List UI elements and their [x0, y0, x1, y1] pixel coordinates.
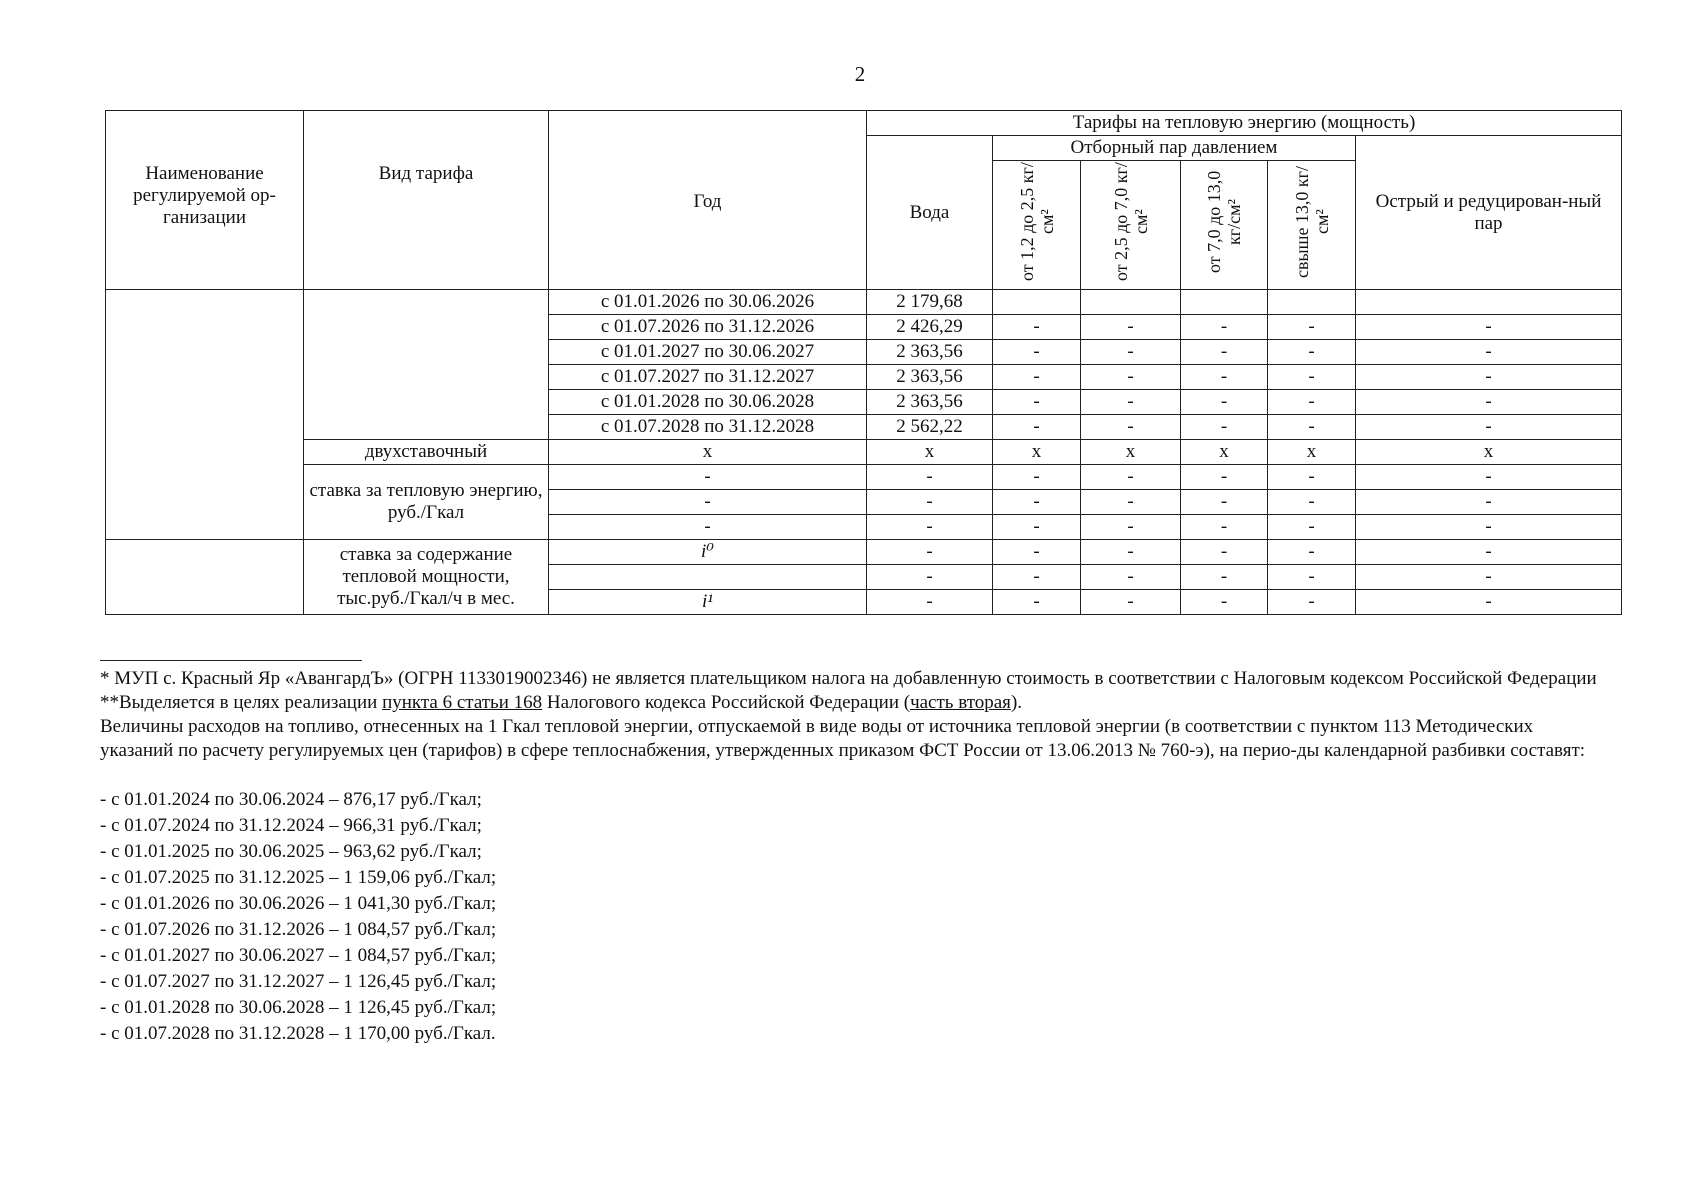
x-cell: x	[1356, 440, 1622, 465]
steam-1-cell: -	[993, 340, 1081, 365]
org-name-cell	[106, 290, 304, 540]
link-part-two[interactable]: часть вторая	[910, 692, 1011, 713]
list-item: - с 01.07.2025 по 31.12.2025 – 1 159,06 руб./Гкал;	[100, 867, 497, 888]
dash-cell: -	[1081, 540, 1181, 565]
fuel-costs-text: Величины расходов на топливо, отнесенных на 1 Гкал тепловой энергии, отпускаемой в виде воды от источника тепловой энергии (в соответствии с пунктом 113 Методических указаний по расчету регулируемых цен (тарифов) в сфере теплоснабжения, утвержденных приказом ФСТ России от 13.06.2013 № 760-э), на перио-ды календарной разбивки составят:	[100, 716, 1586, 761]
steam-3-cell: -	[1181, 390, 1268, 415]
steam-2-cell: -	[1081, 390, 1181, 415]
dash-cell: -	[1268, 590, 1356, 615]
sharp-steam-cell	[1356, 290, 1622, 315]
dash-cell: -	[1268, 515, 1356, 540]
period-cell: с 01.01.2027 по 30.06.2027	[549, 340, 867, 365]
water-cell: 2 179,68	[867, 290, 993, 315]
fuel-costs-list	[100, 787, 1600, 1047]
water-cell: 2 363,56	[867, 340, 993, 365]
header-tariff-type: Вид тарифа	[304, 111, 549, 290]
dash-cell: -	[1356, 490, 1622, 515]
header-tariffs-group: Тарифы на тепловую энергию (мощность)	[867, 111, 1622, 136]
footnotes	[100, 660, 1600, 1047]
period-cell: с 01.07.2028 по 31.12.2028	[549, 415, 867, 440]
index-cell: i⁰	[549, 540, 867, 565]
list-item: - с 01.01.2025 по 30.06.2025 – 963,62 руб./Гкал;	[100, 841, 482, 862]
dash-cell: -	[549, 465, 867, 490]
dash-cell: -	[1081, 490, 1181, 515]
dash-cell: -	[549, 490, 867, 515]
list-item: - с 01.01.2024 по 30.06.2024 – 876,17 руб./Гкал;	[100, 789, 482, 810]
link-article-168[interactable]: пункта 6 статьи 168	[382, 692, 543, 713]
sharp-steam-cell: -	[1356, 415, 1622, 440]
steam-1-cell	[993, 290, 1081, 315]
dash-cell: -	[1081, 515, 1181, 540]
dash-cell: -	[1081, 565, 1181, 590]
page-number: 2	[854, 62, 866, 86]
tariff-type-cell	[304, 290, 549, 440]
x-cell: x	[867, 440, 993, 465]
steam-3-cell: -	[1181, 415, 1268, 440]
water-cell: 2 426,29	[867, 315, 993, 340]
dash-cell: -	[1356, 590, 1622, 615]
steam-2-cell: -	[1081, 415, 1181, 440]
steam-1-cell: -	[993, 365, 1081, 390]
header-org-name: Наименование регулируемой ор-ганизации	[106, 111, 304, 290]
dash-cell: -	[1081, 590, 1181, 615]
steam-4-cell: -	[1268, 390, 1356, 415]
x-cell: x	[1081, 440, 1181, 465]
header-water: Вода	[867, 136, 993, 290]
footnote-rule	[100, 660, 362, 661]
steam-2-cell	[1081, 290, 1181, 315]
steam-3-cell: -	[1181, 315, 1268, 340]
dash-cell: -	[1268, 565, 1356, 590]
header-steam-4: свыше 13,0 кг/см²	[1268, 161, 1356, 290]
steam-4-cell: -	[1268, 315, 1356, 340]
sharp-steam-cell: -	[1356, 365, 1622, 390]
period-cell: с 01.07.2027 по 31.12.2027	[549, 365, 867, 390]
dash-cell: -	[867, 565, 993, 590]
steam-2-cell: -	[1081, 315, 1181, 340]
x-cell: x	[549, 440, 867, 465]
dash-cell: -	[1181, 490, 1268, 515]
dash-cell: -	[993, 465, 1081, 490]
dash-cell: -	[867, 465, 993, 490]
list-item: - с 01.01.2027 по 30.06.2027 – 1 084,57 руб./Гкал;	[100, 945, 497, 966]
steam-2-cell: -	[1081, 340, 1181, 365]
index-cell: i¹	[549, 590, 867, 615]
header-steam-1: от 1,2 до 2,5 кг/см²	[993, 161, 1081, 290]
steam-3-cell: -	[1181, 365, 1268, 390]
x-cell: x	[993, 440, 1081, 465]
dash-cell: -	[993, 540, 1081, 565]
dash-cell: -	[1268, 490, 1356, 515]
list-item: - с 01.01.2026 по 30.06.2026 – 1 041,30 руб./Гкал;	[100, 893, 497, 914]
dash-cell: -	[1356, 540, 1622, 565]
dash-cell: -	[1181, 565, 1268, 590]
two-rate-label: двухставочный	[304, 440, 549, 465]
x-cell: x	[1268, 440, 1356, 465]
list-item: - с 01.01.2028 по 30.06.2028 – 1 126,45 руб./Гкал;	[100, 997, 497, 1018]
footnote-allocation: **Выделяется в целях реализации пункта 6 статьи 168 Налогового кодекса Российской Федерации (часть вторая).	[100, 692, 1023, 713]
dash-cell: -	[1356, 565, 1622, 590]
sharp-steam-cell: -	[1356, 315, 1622, 340]
period-cell: с 01.07.2026 по 31.12.2026	[549, 315, 867, 340]
table-row	[106, 290, 1622, 315]
list-item: - с 01.07.2028 по 31.12.2028 – 1 170,00 руб./Гкал.	[100, 1023, 496, 1044]
dash-cell: -	[993, 490, 1081, 515]
sharp-steam-cell: -	[1356, 390, 1622, 415]
dash-cell: -	[867, 490, 993, 515]
list-item: - с 01.07.2026 по 31.12.2026 – 1 084,57 руб./Гкал;	[100, 919, 497, 940]
period-cell: с 01.01.2028 по 30.06.2028	[549, 390, 867, 415]
steam-3-cell	[1181, 290, 1268, 315]
dash-cell: -	[993, 590, 1081, 615]
dash-cell: -	[1181, 590, 1268, 615]
x-cell: x	[1181, 440, 1268, 465]
dash-cell: -	[1181, 465, 1268, 490]
index-cell	[549, 565, 867, 590]
steam-4-cell	[1268, 290, 1356, 315]
steam-1-cell: -	[993, 390, 1081, 415]
org-name-cell-lower	[106, 540, 304, 615]
water-cell: 2 562,22	[867, 415, 993, 440]
water-cell: 2 363,56	[867, 365, 993, 390]
dash-cell: -	[1356, 515, 1622, 540]
list-item: - с 01.07.2027 по 31.12.2027 – 1 126,45 руб./Гкал;	[100, 971, 497, 992]
dash-cell: -	[1268, 540, 1356, 565]
energy-rate-label: ставка за тепловую энергию, руб./Гкал	[304, 465, 549, 540]
dash-cell: -	[549, 515, 867, 540]
dash-cell: -	[993, 565, 1081, 590]
steam-4-cell: -	[1268, 365, 1356, 390]
dash-cell: -	[1081, 465, 1181, 490]
steam-2-cell: -	[1081, 365, 1181, 390]
header-sharp-steam: Острый и редуцирован-ный пар	[1356, 136, 1622, 290]
steam-4-cell: -	[1268, 415, 1356, 440]
dash-cell: -	[867, 590, 993, 615]
steam-1-cell: -	[993, 315, 1081, 340]
table-row	[106, 440, 1622, 465]
dash-cell: -	[1268, 465, 1356, 490]
water-cell: 2 363,56	[867, 390, 993, 415]
dash-cell: -	[1356, 465, 1622, 490]
period-cell: с 01.01.2026 по 30.06.2026	[549, 290, 867, 315]
tariff-table	[105, 110, 1622, 615]
table-row	[106, 465, 1622, 490]
header-year: Год	[549, 111, 867, 290]
steam-4-cell: -	[1268, 340, 1356, 365]
dash-cell: -	[867, 540, 993, 565]
sharp-steam-cell: -	[1356, 340, 1622, 365]
steam-1-cell: -	[993, 415, 1081, 440]
steam-3-cell: -	[1181, 340, 1268, 365]
footnote-vat: * МУП с. Красный Яр «АвангардЪ» (ОГРН 1133019002346) не является плательщиком налога на добавленную стоимость в соответствии с Налоговым кодексом Российской Федерации	[100, 668, 1597, 689]
header-steam-2: от 2,5 до 7,0 кг/см²	[1081, 161, 1181, 290]
dash-cell: -	[1181, 515, 1268, 540]
header-steam-group: Отборный пар давлением	[993, 136, 1356, 161]
table-row	[106, 540, 1622, 565]
dash-cell: -	[867, 515, 993, 540]
header-steam-3: от 7,0 до 13,0 кг/см²	[1181, 161, 1268, 290]
capacity-rate-label: ставка за содержание тепловой мощности, тыс.руб./Гкал/ч в мес.	[304, 540, 549, 615]
dash-cell: -	[993, 515, 1081, 540]
list-item: - с 01.07.2024 по 31.12.2024 – 966,31 руб./Гкал;	[100, 815, 482, 836]
dash-cell: -	[1181, 540, 1268, 565]
